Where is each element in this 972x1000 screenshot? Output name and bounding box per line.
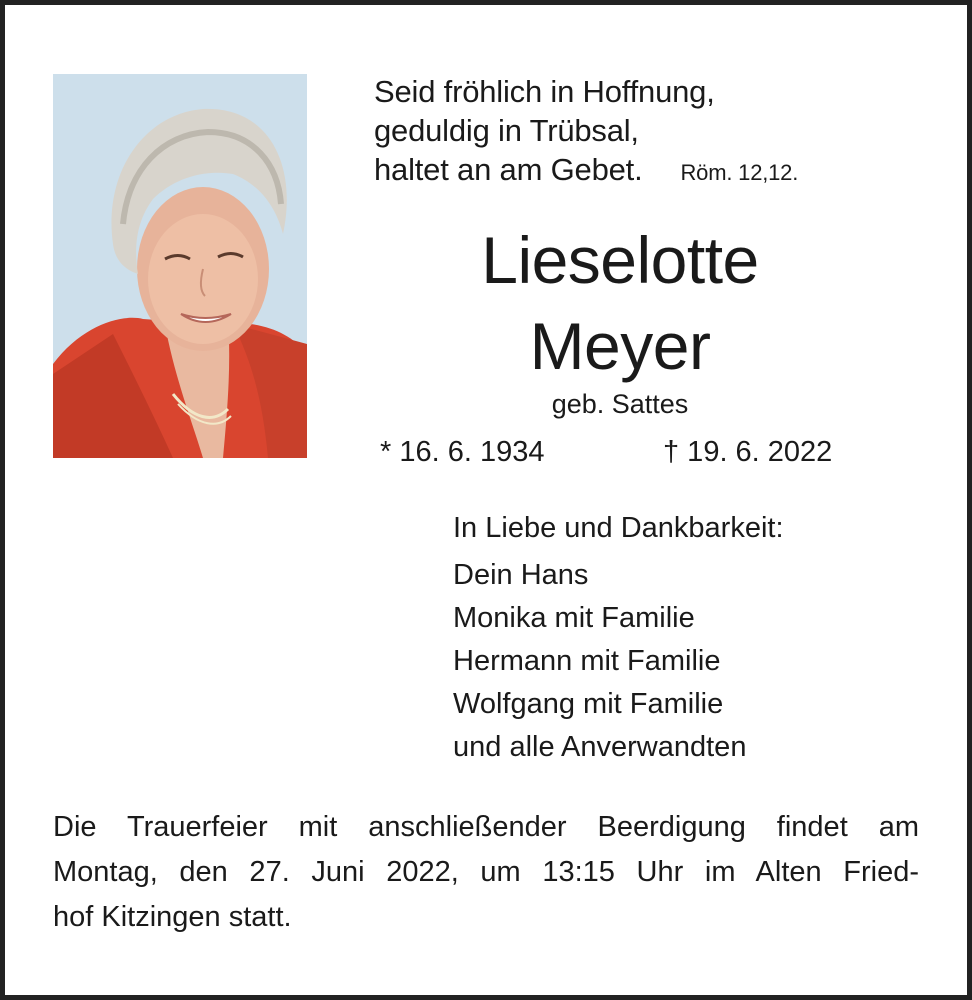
birth-date: * 16. 6. 1934: [380, 436, 545, 468]
portrait-photo: [53, 74, 307, 458]
portrait-image: [53, 74, 307, 458]
mourner-name: Monika mit Familie: [453, 602, 695, 634]
verse-line: Seid fröhlich in Hoffnung,: [374, 74, 715, 109]
mourners-list: [453, 507, 784, 769]
mourners-intro: In Liebe und Dankbarkeit:: [453, 512, 784, 544]
funeral-notice: [53, 805, 919, 940]
mourner-name: Wolfgang mit Familie: [453, 688, 724, 720]
verse-line: [374, 150, 798, 192]
verse-reference: Röm. 12,12.: [680, 160, 799, 185]
verse-line: geduldig in Trübsal,: [374, 113, 639, 148]
mourner-name: und alle Anverwandten: [453, 731, 747, 763]
verse-line-text: haltet an am Gebet.: [374, 152, 643, 187]
deceased-last-name: Meyer: [529, 309, 711, 383]
mourner-name: Dein Hans: [453, 559, 589, 591]
notice-line: Montag, den 27. Juni 2022, um 13:15 Uhr im Alten Fried-: [53, 856, 919, 888]
birth-name: geb. Sattes: [551, 389, 689, 419]
death-date: † 19. 6. 2022: [663, 436, 833, 468]
mourner-name: Hermann mit Familie: [453, 645, 721, 677]
notice-line: hof Kitzingen statt.: [53, 901, 292, 933]
notice-line: Die Trauerfeier mit anschließender Beerdigung findet am: [53, 811, 919, 843]
bible-verse: [374, 72, 798, 192]
deceased-first-name: Lieselotte: [481, 223, 759, 297]
